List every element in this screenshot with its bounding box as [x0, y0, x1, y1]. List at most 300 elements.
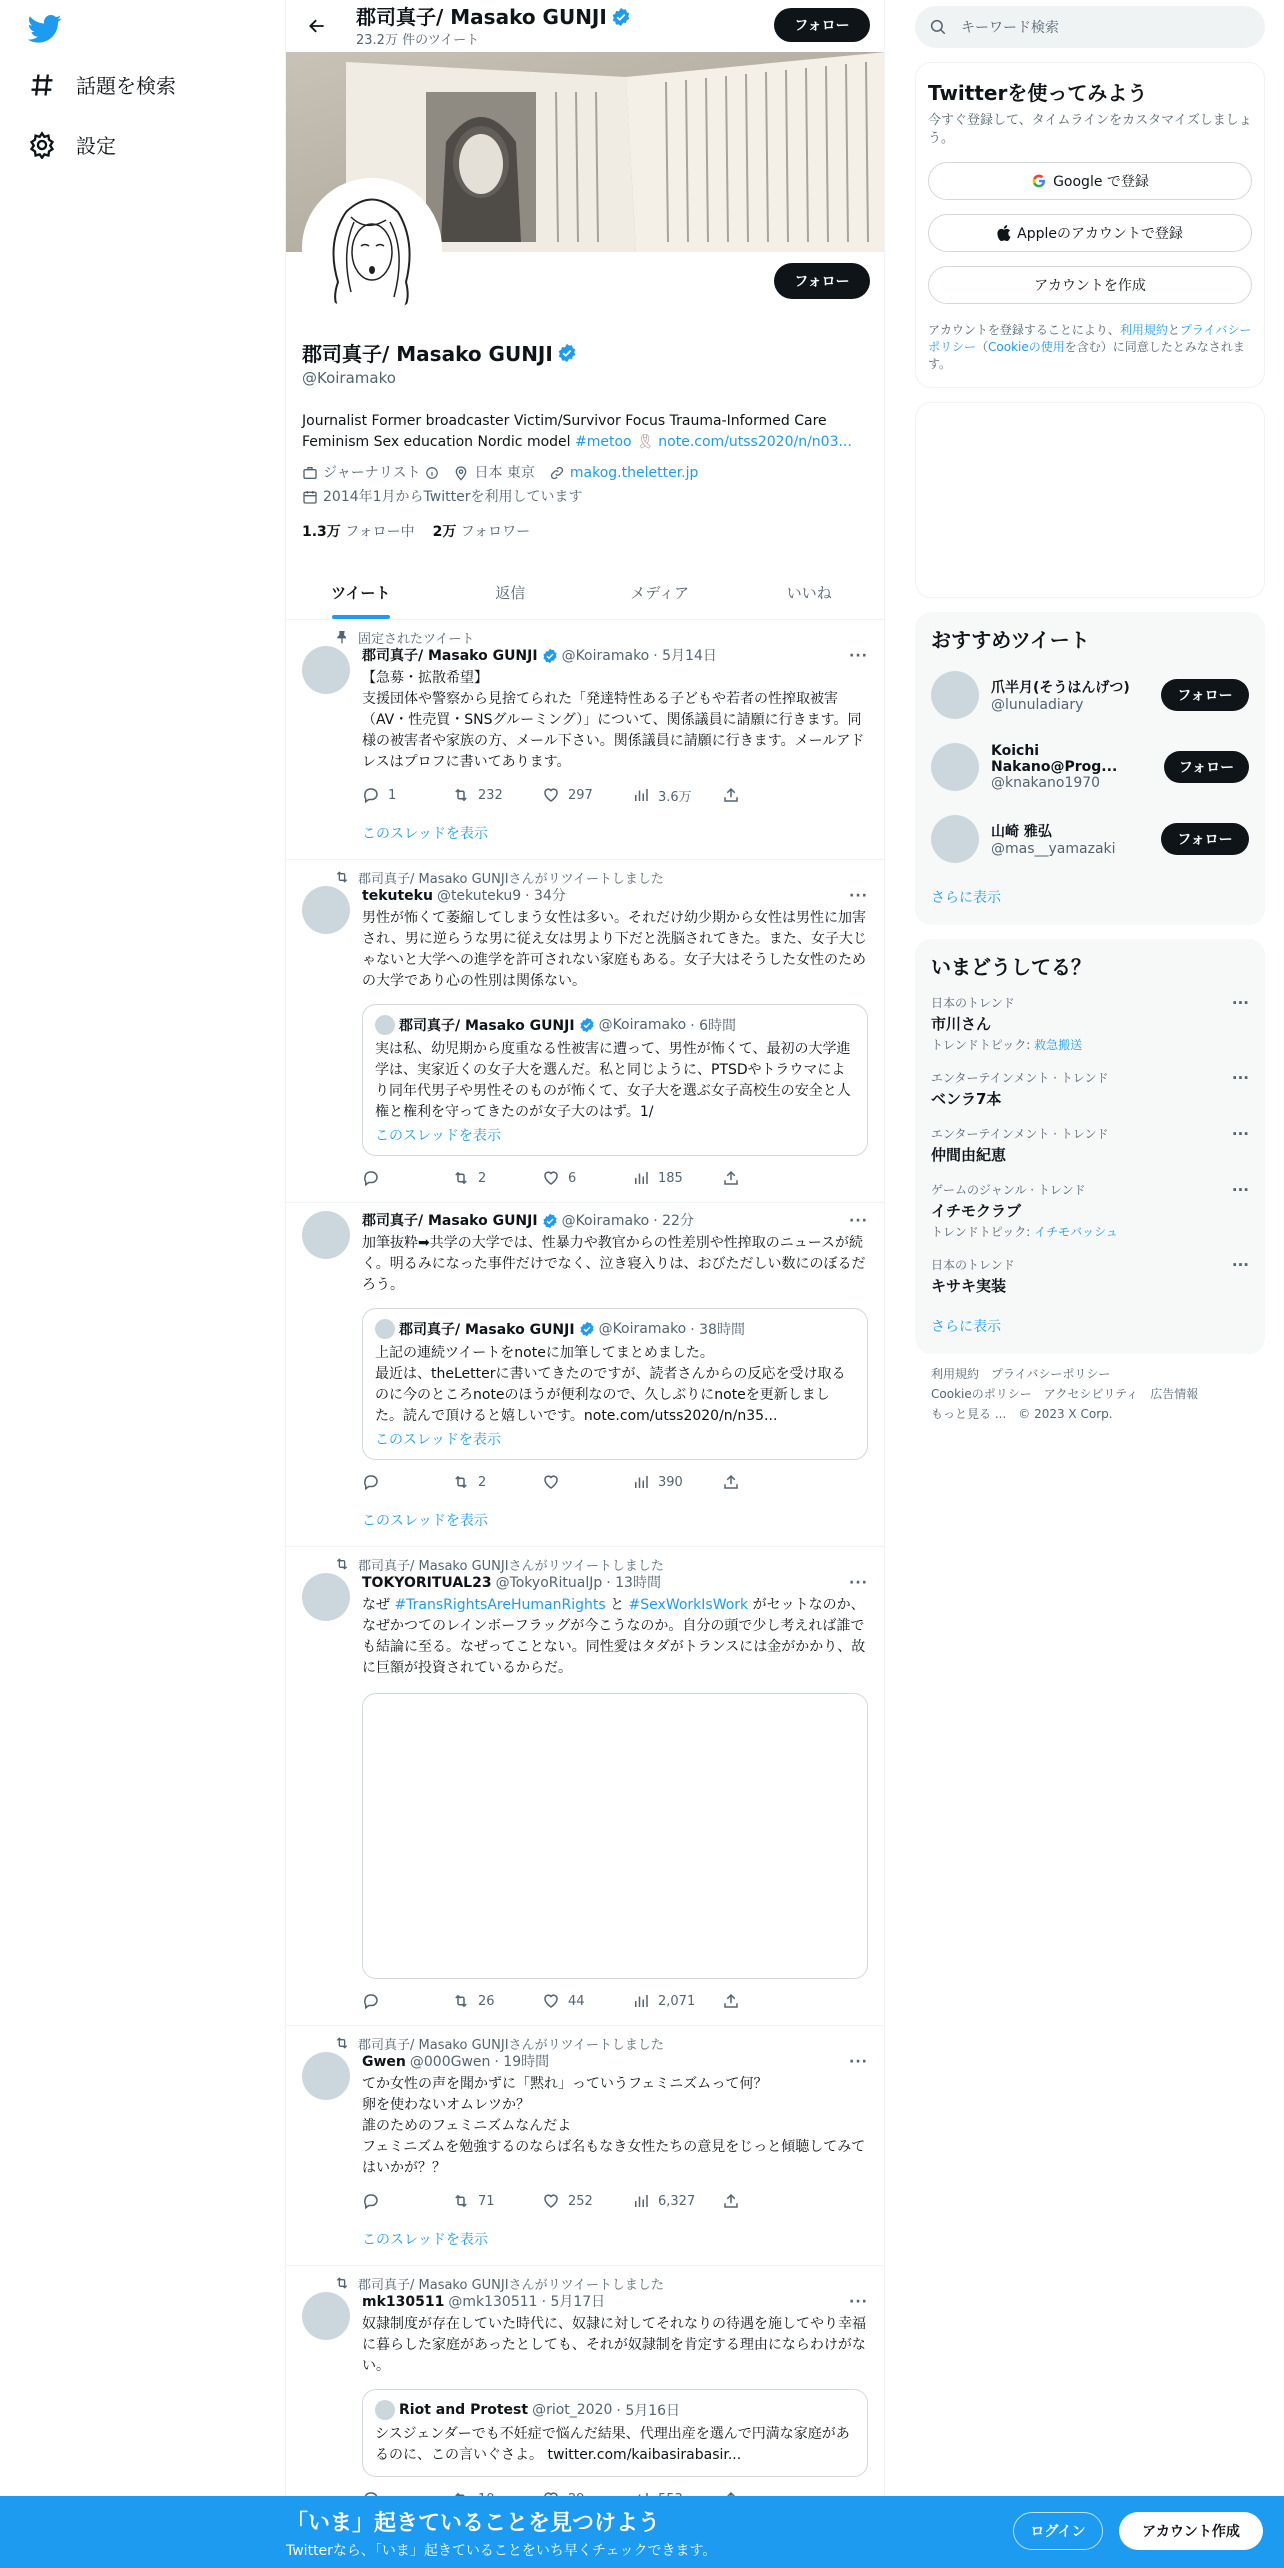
follow-button[interactable]: フォロー [1161, 679, 1249, 711]
profile-joined-label: 2014年1月からTwitterを利用しています [323, 489, 583, 505]
trend-topic-link[interactable]: 救急搬送 [1034, 1038, 1083, 1052]
tweet-time[interactable]: · 19時間 [494, 2054, 550, 2070]
trend-name: 仲間由紀恵 [931, 1146, 1007, 1164]
search-placeholder: キーワード検索 [961, 20, 1059, 36]
heart-icon [542, 2192, 560, 2210]
bottom-banner-subtitle: Twitterなら、「いま」起きていることをいち早くチェックできます。 [286, 2543, 717, 2559]
tweet-text-post: がセットなのか、なぜかつてのレインボーフラッグが今こうなのか。自分の頭で少し考えれば誰でも結論に至る。なぜってことない。同性愛はタダがトランスには金がかかり、故に巨額が投資されているからだ。 [362, 1597, 866, 1676]
reply-count: 1 [388, 787, 397, 803]
reply-icon [362, 2192, 380, 2210]
trend-category: エンターテインメント · トレンド [931, 1071, 1109, 1085]
retweet-count: 232 [478, 787, 503, 803]
trend-name: イチモクラブ [931, 1202, 1022, 1220]
arrow-left-icon [307, 16, 327, 36]
ribbon-emoji-icon: 🎗 [636, 434, 654, 450]
google-signup-button[interactable] [928, 162, 1252, 200]
tweet-text-pre: なぜ [362, 1597, 395, 1613]
avatar[interactable] [931, 743, 979, 791]
tweet-text: てか女性の声を聞かずに「黙れ」っていうフェミニズムって何？ 卵を使わないオムレツか？ 誰のためのフェミニズムなんだよ フェミニズムを勉強するのならば名もなき女性たちの意見をじっと傾聴してみてはいかが？？ [362, 2076, 866, 2176]
more-options-icon[interactable]: ··· [849, 2294, 868, 2310]
terms-text-1: アカウントを登録することにより、 [928, 323, 1120, 337]
like-count: 297 [568, 787, 593, 803]
view-count: 3.6万 [658, 789, 692, 805]
profile-name: 郡司真子/ Masako GUNJI [302, 342, 553, 366]
cookie-use-link[interactable]: Cookieの使用 [988, 340, 1065, 354]
like-button[interactable] [542, 1473, 632, 1491]
bottom-banner-title: 「いま」起きていることを見つけよう [286, 2511, 661, 2536]
profile-job [302, 463, 439, 483]
retweet-button[interactable] [452, 1992, 542, 2010]
reply-icon [362, 1473, 380, 1491]
trend-name: 市川さん [931, 1015, 992, 1033]
view-count: 185 [658, 1170, 683, 1186]
signup-button[interactable]: アカウント作成 [1119, 2512, 1263, 2550]
recommended-account[interactable] [931, 803, 1249, 875]
trend-item[interactable] [931, 1173, 1249, 1248]
retweet-icon [452, 1169, 470, 1187]
tweet-author-name[interactable]: 郡司真子/ Masako GUNJI [362, 648, 538, 664]
retweet-button[interactable] [452, 2192, 542, 2210]
avatar[interactable] [302, 646, 350, 694]
apple-signup-button[interactable] [928, 214, 1252, 252]
more-options-icon[interactable]: ··· [1231, 994, 1249, 1012]
recommended-account[interactable] [931, 731, 1249, 803]
profile-info [286, 338, 884, 541]
retweet-count: 71 [478, 2193, 495, 2209]
tweet-context [302, 2274, 868, 2292]
verified-badge-icon [579, 1321, 595, 1337]
signup-title: Twitterを使ってみよう [928, 81, 1148, 105]
share-button[interactable] [722, 786, 812, 804]
more-options-icon[interactable]: ··· [1231, 1069, 1249, 1087]
avatar-illustration [306, 182, 438, 314]
main-column [285, 0, 885, 2568]
trend-item[interactable] [931, 1061, 1249, 1117]
view-count: 6,327 [658, 2193, 696, 2209]
profile-joined [302, 487, 582, 507]
apple-signup-label: Appleのアカウントで登録 [1017, 226, 1183, 242]
like-count: 6 [568, 1170, 577, 1186]
show-thread-link[interactable]: このスレッドを表示 [362, 826, 488, 842]
views-button[interactable] [632, 2192, 722, 2210]
trend-topic [931, 1223, 1249, 1240]
footer-link[interactable]: Cookieのポリシー [931, 1387, 1032, 1401]
retweet-button[interactable] [452, 1169, 542, 1187]
pin-icon [334, 629, 350, 645]
like-count: 252 [568, 2193, 593, 2209]
tweet-media[interactable] [362, 1693, 868, 1979]
retweet-icon [334, 2275, 350, 2291]
share-icon [722, 786, 740, 804]
tweet-actions [362, 1168, 868, 1188]
tweet-actions [362, 785, 868, 805]
quote-time: · 5月16日 [616, 2403, 681, 2419]
trend-category: エンターテインメント · トレンド [931, 1127, 1109, 1141]
trend-topic [931, 1036, 1249, 1053]
bio-text: Journalist Former broadcaster Victim/Survivor Focus Trauma-Informed Care Feminism Sex education Nordic model [302, 413, 827, 450]
like-button[interactable] [542, 1992, 632, 2010]
heart-icon [542, 786, 560, 804]
recommended-card [915, 612, 1265, 925]
trend-item[interactable] [931, 986, 1249, 1061]
tweet-time[interactable]: · 34分 [525, 888, 566, 904]
bottom-signup-banner [0, 2496, 1284, 2568]
reply-icon [362, 1169, 380, 1187]
terms-text-3: （ [976, 340, 989, 354]
verified-badge-icon [611, 7, 631, 27]
tweet-time[interactable]: · 5月17日 [541, 2294, 606, 2310]
tweet-context [302, 2034, 868, 2052]
tweet-text: 男性が怖くて萎縮してしまう女性は多い。それだけ幼少期から女性は男性に加害され、男に逆らうな男に従え女は男より下だと洗脳されてきた。また、女子大じゃないと大学への進学を許可されない家庭もある。女子大はそうした女性のための大学であり心の性別は関係ない。 [362, 910, 867, 989]
trends-card [915, 939, 1265, 1354]
followers-count: 2万 [432, 524, 457, 540]
retweet-icon [452, 786, 470, 804]
more-options-icon[interactable]: ··· [849, 2054, 868, 2070]
follow-button[interactable]: フォロー [1161, 823, 1249, 855]
tweet-text: 加筆抜粋➡共学の大学では、性暴力や教官からの性差別や性搾取のニュースが続く。明るみになった事件だけでなく、泣き寝入りは、おびただしい数にのぼるだろう。 [362, 1235, 866, 1293]
quoted-tweet[interactable] [362, 1308, 868, 1460]
bio-hashtag[interactable]: #metoo [575, 434, 632, 450]
quote-time: · 6時間 [690, 1018, 737, 1034]
trend-name: キサキ実装 [931, 1277, 1007, 1295]
show-more-link[interactable]: さらに表示 [931, 890, 1001, 906]
left-nav [0, 0, 285, 2568]
retweet-icon [334, 1556, 350, 1572]
quoted-tweet[interactable] [362, 1004, 868, 1156]
quote-handle: @Koiramako [598, 1017, 687, 1033]
reply-button[interactable] [362, 1169, 452, 1187]
verified-badge-icon [579, 1017, 595, 1033]
quote-text: シスジェンダーでも不妊症で悩んだ結果、代理出産を選んで円満な家庭があるのに、この言いぐさよ。 twitter.com/kaibasirabasir... [375, 2426, 850, 2463]
nav-explore-label: 話題を検索 [76, 74, 176, 98]
tweet[interactable] [286, 1547, 884, 2026]
views-button[interactable] [632, 786, 722, 805]
quote-text: 実は私、幼児期から度重なる性被害に遭って、男性が怖くて、最初の大学進学は、実家近くの女子大を選んだ。私と同じように、PTSDやトラウマにより同年代男子や男性そのものが怖くて、女子大を選ぶ女子高校生の安全と人権と権利を守ってきたのが女子大のはず。1/ [375, 1041, 851, 1120]
profile-website[interactable] [549, 463, 699, 483]
following-stat[interactable] [302, 521, 415, 541]
share-icon [722, 1169, 740, 1187]
avatar[interactable] [302, 1211, 350, 1259]
retweet-icon [452, 1473, 470, 1491]
recommended-title: おすすめツイート [931, 628, 1090, 652]
info-icon[interactable] [425, 466, 439, 480]
google-icon [1031, 173, 1047, 189]
quote-text: 上記の連続ツイートをnoteに加筆してまとめました。 最近は、theLetterに書いてきたのですが、読者さんからの反応を受け取るのに今のところnoteのほうが便利なので、久しぶりにnoteを更新しました。読んで頂けると嬉しいです。note.com/utss2020/n/n35... [375, 1345, 846, 1424]
followers-label: フォロワー [460, 524, 531, 540]
retweet-icon [334, 2035, 350, 2051]
like-count: 44 [568, 1993, 585, 2009]
avatar[interactable] [931, 815, 979, 863]
quote-author-name: 郡司真子/ Masako GUNJI [399, 1018, 575, 1034]
tweet-author-name[interactable]: tekuteku [362, 888, 433, 904]
avatar[interactable] [302, 2292, 350, 2340]
verified-badge-icon [542, 648, 558, 664]
tweet-actions [362, 2191, 868, 2211]
footer-links [915, 1354, 1265, 1434]
profile-website-label[interactable]: makog.theletter.jp [569, 465, 699, 481]
following-label: フォロー中 [345, 524, 415, 540]
back-button[interactable] [300, 9, 334, 43]
hashtag-icon [28, 71, 56, 99]
reply-button[interactable] [362, 786, 452, 804]
header-follow-button[interactable]: フォロー [774, 8, 870, 42]
tweet-author-name[interactable]: Gwen [362, 2054, 406, 2070]
views-button[interactable] [632, 1992, 722, 2010]
avatar[interactable] [931, 671, 979, 719]
bar-chart-icon [632, 1992, 650, 2010]
terms-of-service-link[interactable]: 利用規約 [1119, 323, 1168, 337]
trends-title: いまどうしてる？ [931, 955, 1091, 979]
trend-name: ベンラ7本 [931, 1090, 1002, 1108]
tweet-header [362, 1573, 868, 1593]
apple-icon [997, 225, 1011, 241]
google-signup-label: Google で登録 [1053, 174, 1149, 190]
tweet-context-label[interactable]: 郡司真子/ Masako GUNJIさんがリツイートしました [358, 2037, 664, 2053]
link-icon [549, 465, 565, 481]
calendar-icon [302, 489, 318, 505]
terms-text-2: と [1167, 323, 1180, 337]
retweet-icon [452, 1992, 470, 2010]
reply-button[interactable] [362, 1992, 452, 2010]
copyright: © 2023 X Corp. [1018, 1407, 1113, 1421]
recommended-handle: @lunuladiary [991, 697, 1084, 713]
retweet-button[interactable] [452, 1473, 542, 1491]
quote-handle: @riot_2020 [532, 2402, 613, 2418]
tweet-context [302, 868, 868, 886]
trend-category: 日本のトレンド [931, 1258, 1015, 1272]
trend-category: 日本のトレンド [931, 996, 1015, 1010]
followers-stat[interactable] [433, 521, 531, 541]
privacy-policy-link[interactable]: プライバシーポリシー [928, 323, 1252, 354]
bar-chart-icon [632, 2192, 650, 2210]
terms-text-4: を含む）に同意したとみなされます。 [928, 340, 1245, 371]
share-icon [722, 1992, 740, 2010]
tweet-handle[interactable]: @Koiramako [561, 648, 650, 664]
retweet-count: 2 [478, 1474, 487, 1490]
avatar[interactable] [302, 2052, 350, 2100]
heart-icon [542, 1169, 560, 1187]
tweet-author-name[interactable]: TOKYORITUAL23 [362, 1575, 492, 1591]
bar-chart-icon [632, 1473, 650, 1491]
avatar [375, 1319, 395, 1339]
tab-media[interactable]: メディア [630, 584, 690, 602]
profile-avatar[interactable] [302, 178, 442, 318]
tweet-author-name[interactable]: mk130511 [362, 2294, 445, 2310]
verified-badge-icon [542, 1213, 558, 1229]
views-button[interactable] [632, 1473, 722, 1491]
more-options-icon[interactable]: ··· [849, 1213, 868, 1229]
tweet[interactable] [286, 2266, 884, 2510]
location-pin-icon [453, 465, 469, 481]
login-button[interactable]: ログイン [1013, 2512, 1103, 2550]
nav-explore[interactable] [28, 70, 176, 99]
quoted-tweet[interactable] [362, 2389, 868, 2477]
tab-tweets[interactable]: ツイート [286, 567, 436, 619]
heart-icon [542, 1473, 560, 1491]
quote-handle: @Koiramako [598, 1321, 687, 1337]
signup-subtitle: 今すぐ登録して、タイムラインをカスタマイズしましょう。 [928, 113, 1252, 146]
verified-badge-icon [557, 343, 577, 363]
tab-likes[interactable]: いいね [786, 584, 832, 602]
retweet-button[interactable] [452, 786, 542, 804]
quote-author-name: Riot and Protest [399, 2402, 529, 2418]
trend-topic-label: トレンドトピック: [931, 1038, 1035, 1052]
footer-link[interactable]: アクセシビリティ [1043, 1387, 1139, 1401]
tweet-context-label[interactable]: 郡司真子/ Masako GUNJIさんがリツイートしました [358, 871, 664, 887]
tweet[interactable] [286, 2026, 884, 2266]
following-count: 1.3万 [302, 524, 341, 540]
tweet-context [302, 1555, 868, 1573]
tweet-handle[interactable]: @mk130511 [448, 2294, 538, 2310]
share-icon [722, 1473, 740, 1491]
trend-topic-link[interactable]: イチモバッシュ [1034, 1225, 1118, 1239]
share-icon [722, 2192, 740, 2210]
profile-meta [302, 463, 868, 507]
profile-header-bar [286, 0, 884, 52]
more-options-icon[interactable]: ··· [1231, 1256, 1249, 1274]
show-thread-link[interactable]: このスレッドを表示 [362, 1513, 488, 1529]
recommended-account[interactable] [931, 659, 1249, 731]
recommended-handle: @mas__yamazaki [991, 841, 1116, 857]
more-options-icon[interactable]: ··· [849, 648, 868, 664]
more-options-icon[interactable]: ··· [1231, 1125, 1249, 1143]
create-account-button[interactable]: アカウントを作成 [928, 266, 1252, 304]
profile-tabs [286, 567, 884, 620]
gear-icon [28, 131, 56, 159]
retweet-icon [334, 869, 350, 885]
tweet[interactable] [286, 860, 884, 1203]
tweet-handle[interactable]: @TokyoRitualJp [495, 1575, 603, 1591]
share-button[interactable] [722, 1992, 812, 2010]
quote-show-thread-link[interactable]: このスレッドを表示 [375, 1432, 501, 1448]
view-count: 2,071 [658, 1993, 696, 2009]
profile-job-label: ジャーナリスト [323, 465, 421, 481]
share-button[interactable] [722, 1473, 812, 1491]
like-button[interactable] [542, 1169, 632, 1187]
profile-location [453, 463, 534, 483]
tweet-text-mid: と [605, 1597, 629, 1613]
recommended-name: 爪半月(そうはんげつ) [991, 680, 1130, 696]
quote-author-name: 郡司真子/ Masako GUNJI [399, 1322, 575, 1338]
quote-time: · 38時間 [690, 1322, 745, 1338]
share-button[interactable] [722, 2192, 812, 2210]
tweet-handle[interactable]: @000Gwen [409, 2054, 491, 2070]
quote-header [375, 1015, 855, 1035]
more-options-icon[interactable]: ··· [849, 888, 868, 904]
tweet-header [362, 1211, 868, 1231]
right-sidebar [915, 0, 1265, 1434]
like-button[interactable] [542, 2192, 632, 2210]
bio-link[interactable]: note.com/utss2020/n/n03... [658, 434, 852, 450]
tweet-actions [362, 1472, 868, 1492]
reply-button[interactable] [362, 2192, 452, 2210]
profile-bio [302, 411, 868, 453]
nav-settings[interactable] [28, 130, 116, 159]
footer-link[interactable]: プライバシーポリシー [991, 1367, 1111, 1381]
more-options-icon[interactable]: ··· [1231, 1181, 1249, 1199]
tweet-handle[interactable]: @Koiramako [561, 1213, 650, 1229]
hashtag-link[interactable]: #TransRightsAreHumanRights [394, 1597, 606, 1613]
bar-chart-icon [632, 786, 650, 804]
more-options-icon[interactable]: ··· [849, 1575, 868, 1591]
tab-replies[interactable]: 返信 [495, 584, 526, 602]
tweet-handle[interactable]: @tekuteku9 [436, 888, 522, 904]
signup-terms [928, 322, 1252, 373]
show-thread-link[interactable]: このスレッドを表示 [362, 2232, 488, 2248]
like-button[interactable] [542, 786, 632, 804]
tweet-context [302, 628, 868, 646]
profile-follow-stats [302, 521, 868, 541]
recommended-name: Koichi Nakano@Prog... [991, 743, 1118, 775]
header-title [356, 5, 631, 48]
avatar[interactable] [302, 886, 350, 934]
search-input[interactable] [915, 6, 1265, 48]
empty-placeholder-card [915, 402, 1265, 598]
briefcase-icon [302, 465, 318, 481]
footer-link[interactable]: もっと見る ... [931, 1407, 1007, 1421]
follow-button[interactable]: フォロー [1164, 751, 1249, 783]
tweet-time[interactable]: · 5月14日 [653, 648, 717, 664]
tweet-actions [362, 1991, 868, 2011]
reply-button[interactable] [362, 1473, 452, 1491]
footer-link[interactable]: 広告情報 [1150, 1387, 1199, 1401]
trend-item[interactable] [931, 1117, 1249, 1173]
avatar [375, 1015, 395, 1035]
tweet-header [362, 2292, 868, 2312]
reply-icon [362, 1992, 380, 2010]
heart-icon [542, 1992, 560, 2010]
retweet-icon [452, 2192, 470, 2210]
trend-item[interactable] [931, 1248, 1249, 1304]
share-button[interactable] [722, 1169, 812, 1187]
tweet-context-label[interactable]: 郡司真子/ Masako GUNJIさんがリツイートしました [358, 1558, 664, 1574]
profile-handle: @Koiramako [302, 369, 396, 387]
hashtag-link[interactable]: #SexWorkIsWork [628, 1597, 749, 1613]
bar-chart-icon [632, 1169, 650, 1187]
nav-settings-label: 設定 [76, 134, 116, 158]
quote-header [375, 1319, 855, 1339]
tweet[interactable] [286, 1203, 884, 1547]
quote-header [375, 2400, 855, 2420]
views-button[interactable] [632, 1169, 722, 1187]
tweet-header [362, 646, 868, 666]
tweet-header [362, 2052, 868, 2072]
quote-show-thread-link[interactable]: このスレッドを表示 [375, 1128, 501, 1144]
show-more-link[interactable]: さらに表示 [931, 1319, 1001, 1335]
retweet-count: 2 [478, 1170, 487, 1186]
tweet[interactable] [286, 620, 884, 860]
signup-card [915, 62, 1265, 388]
trend-topic-label: トレンドトピック: [931, 1225, 1035, 1239]
avatar[interactable] [302, 1573, 350, 1621]
search-icon [929, 18, 947, 36]
header-name: 郡司真子/ Masako GUNJI [356, 4, 607, 29]
tweet-author-name[interactable]: 郡司真子/ Masako GUNJI [362, 1213, 538, 1229]
tweet-time[interactable]: · 13時間 [606, 1575, 661, 1591]
recommended-handle: @knakano1970 [991, 775, 1101, 791]
twitter-bird-icon[interactable] [28, 14, 62, 44]
view-count: 390 [658, 1474, 683, 1490]
footer-link[interactable]: 利用規約 [931, 1367, 980, 1381]
tweet-time[interactable]: · 22分 [653, 1213, 694, 1229]
trend-category: ゲームのジャンル · トレンド [931, 1183, 1086, 1197]
profile-follow-button[interactable]: フォロー [774, 263, 870, 299]
tweet-text: 奴隷制度が存在していた時代に、奴隷に対してそれなりの待遇を施してやり幸福に暮らした家庭があったとしても、それが奴隷制を肯定する理由にならわけがない。 [362, 2316, 866, 2374]
reply-icon [362, 786, 380, 804]
tweet-context-label[interactable]: 郡司真子/ Masako GUNJIさんがリツイートしました [358, 2277, 664, 2293]
profile-location-label: 日本 東京 [474, 465, 535, 481]
tweet-header [362, 886, 868, 906]
